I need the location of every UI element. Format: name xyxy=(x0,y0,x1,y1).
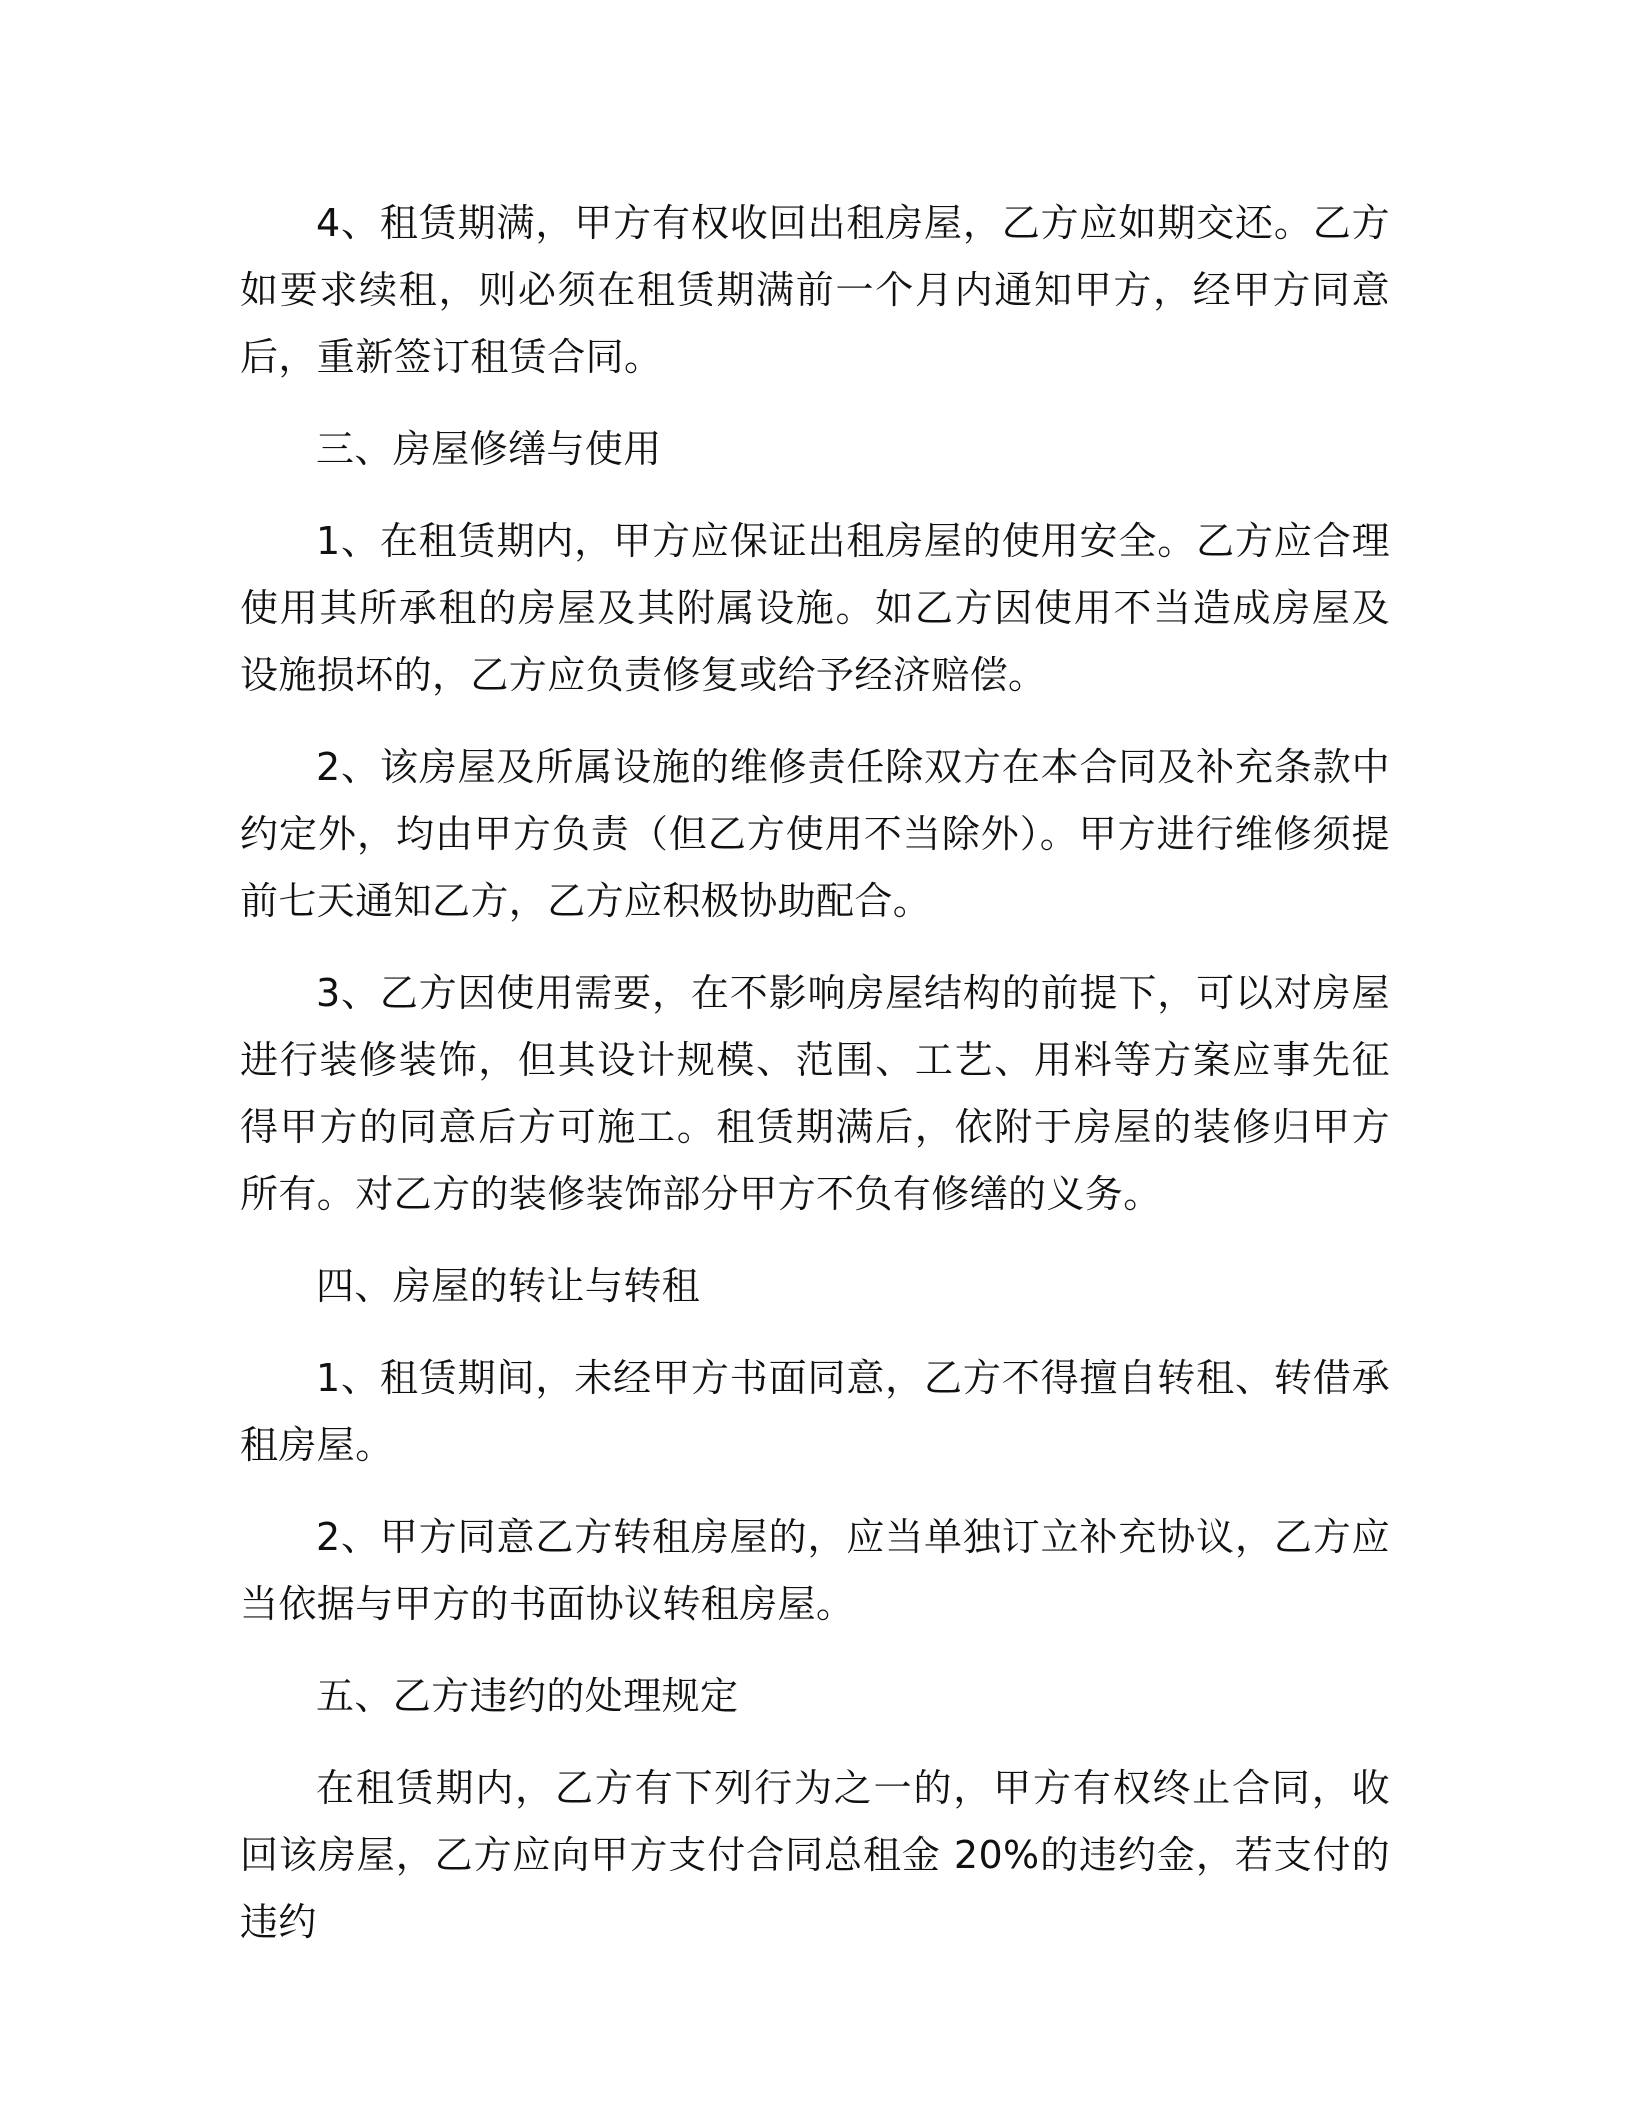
section-3-heading: 三、房屋修缮与使用 xyxy=(316,427,662,471)
section-5-heading: 五、乙方违约的处理规定 xyxy=(316,1674,739,1718)
clause-4-1-paragraph: 1、租赁期间，未经甲方书面同意，乙方不得擅自转租、转借承租房屋。 xyxy=(240,1356,1390,1467)
clause-3-1-paragraph: 1、在租赁期内，甲方应保证出租房屋的使用安全。乙方应合理使用其所承租的房屋及其附属设施。如乙方因使用不当造成房屋及设施损坏的，乙方应负责修复或给予经济赔偿。 xyxy=(240,519,1390,697)
clause-3-2-paragraph: 2、该房屋及所属设施的维修责任除双方在本合同及补充条款中约定外，均由甲方负责（但乙方使用不当除外）。甲方进行维修须提前七天通知乙方，乙方应积极协助配合。 xyxy=(240,745,1390,923)
section-4-heading: 四、房屋的转让与转租 xyxy=(316,1264,701,1308)
clause-5-intro-paragraph: 在租赁期内，乙方有下列行为之一的，甲方有权终止合同，收回该房屋，乙方应向甲方支付合同总租金 20%的违约金，若支付的违约 xyxy=(240,1766,1390,1944)
clause-4-2-paragraph: 2、甲方同意乙方转租房屋的，应当单独订立补充协议，乙方应当依据与甲方的书面协议转租房屋。 xyxy=(240,1515,1390,1626)
document-body xyxy=(240,190,1390,1981)
clause-3-3-paragraph: 3、乙方因使用需要，在不影响房屋结构的前提下，可以对房屋进行装修装饰，但其设计规模、范围、工艺、用料等方案应事先征得甲方的同意后方可施工。租赁期满后，依附于房屋的装修归甲方所有。对乙方的装修装饰部分甲方不负有修缮的义务。 xyxy=(240,971,1390,1216)
clause-2-4-paragraph: 4、租赁期满，甲方有权收回出租房屋，乙方应如期交还。乙方如要求续租，则必须在租赁期满前一个月内通知甲方，经甲方同意后，重新签订租赁合同。 xyxy=(240,201,1390,379)
